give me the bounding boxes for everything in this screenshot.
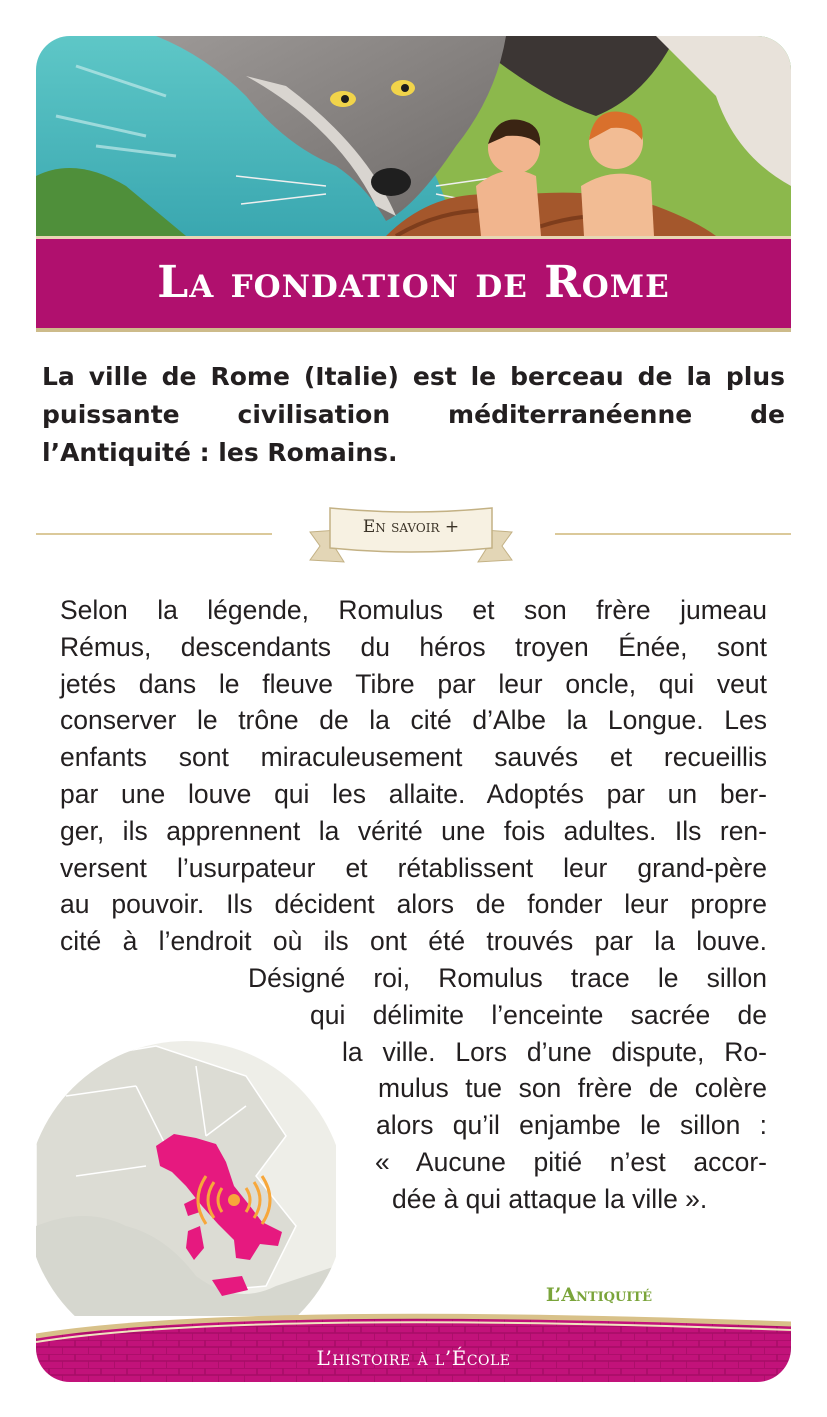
body-line: Rémus, descendants du héros troyen Énée, sont <box>60 631 767 662</box>
body-line: par une louve qui les allaite. Adoptés par un ber- <box>60 778 767 809</box>
body-line: dée à qui attaque la ville ». <box>392 1183 708 1214</box>
footer-label: L’histoire à l’École <box>316 1346 511 1370</box>
body-line: la ville. Lors d’une dispute, Ro- <box>342 1036 767 1067</box>
divider-right <box>555 533 791 535</box>
body-line: « Aucune pitié n’est accor- <box>375 1146 767 1177</box>
period-label: L’Antiquité <box>545 1284 652 1306</box>
body-line: jetés dans le fleuve Tibre par leur oncle, qui veut <box>60 668 767 699</box>
body-line: alors qu’il enjambe le sillon : <box>376 1110 767 1141</box>
wolf-twins-illustration <box>36 36 791 236</box>
body-line: qui délimite l’enceinte sacrée de <box>310 999 767 1030</box>
body-line: versent l’usurpateur et rétablissent leur grand-père <box>60 852 767 883</box>
divider-left <box>36 533 272 535</box>
body-line: conserver le trône de la cité d’Albe la Longue. Les <box>60 705 767 736</box>
card-title: La fondation de Rome <box>157 257 670 308</box>
body-line: Désigné roi, Romulus trace le sillon <box>248 962 767 993</box>
title-band <box>36 236 791 332</box>
history-card <box>36 36 791 1382</box>
body-line: enfants sont miraculeusement sauvés et recueillis <box>60 742 767 773</box>
body-line: ger, ils apprennent la vérité une fois adultes. Ils ren- <box>60 815 767 846</box>
body-line: mulus tue son frère de colère <box>378 1073 767 1104</box>
body-text <box>60 592 767 1218</box>
intro-paragraph: La ville de Rome (Italie) est le berceau de la plus puissante civilisation méditerranéenne de l’Antiquité : les Romains. <box>42 362 785 467</box>
ribbon-label: En savoir + <box>362 517 460 537</box>
body-line: Selon la légende, Romulus et son frère jumeau <box>60 595 767 625</box>
body-line: au pouvoir. Ils décident alors de fonder leur propre <box>60 889 767 920</box>
body-line: cité à l’endroit où ils ont été trouvés par la louve. <box>60 926 767 957</box>
